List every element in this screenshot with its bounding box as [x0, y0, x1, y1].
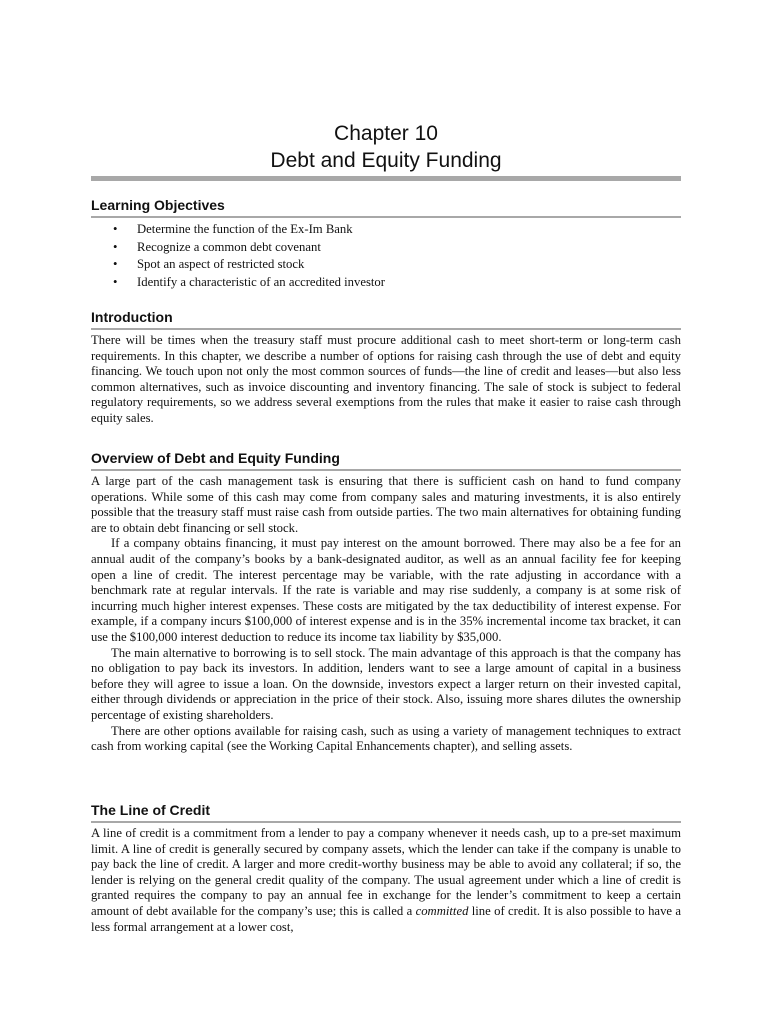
objective-text: Recognize a common debt covenant: [137, 239, 321, 254]
introduction-section: [91, 308, 681, 427]
paragraph: A large part of the cash management task is ensuring that there is sufficient cash on hand to fund company operations. While some of this cash may come from company sales and maturing investments, it is also entirely possible that the treasury staff must raise cash from outside parties. The two main alternatives for obtaining funding are to obtain debt financing or sell stock.: [91, 474, 681, 535]
overview-body: [91, 474, 681, 755]
objective-item: [113, 274, 681, 292]
objective-text: Determine the function of the Ex-Im Bank: [137, 222, 353, 236]
introduction-body: [91, 333, 681, 427]
paragraph: If a company obtains financing, it must pay interest on the amount borrowed. There may also be a fee for an annual audit of the company’s books by a bank-designated auditor, as well as an annual facility fee for keeping open a line of credit. The interest percentage may be variable, with the rate adjusting in accordance with a benchmark rate at regular intervals. If the rate is variable and may rise suddenly, a company is at some risk of incurring much higher interest expenses. These costs are mitigated by the tax deductibility of interest expense. For example, if a company incurs $100,000 of interest expense and is in the 35% incremental income tax bracket, it can use the $100,000 interest deduction to reduce its income tax liability by $35,000.: [91, 536, 681, 644]
learning-objectives-heading: Learning Objectives: [91, 196, 681, 218]
paragraph: The main alternative to borrowing is to sell stock. The main advantage of this approach is that the company has no obligation to pay back its investors. In addition, lenders want to see a large amount of capital in a business before they will agree to issue a loan. On the downside, investors expect a larger return on their invested capital, either through dividends or appreciation in the price of their stock. Also, issuing more shares dilutes the ownership percentage of existing shareholders.: [91, 645, 681, 722]
overview-heading: Overview of Debt and Equity Funding: [91, 449, 681, 471]
objective-item: [113, 221, 681, 239]
paragraph: There are other options available for raising cash, such as using a variety of management techniques to extract cash from working capital (see the Working Capital Enhancements chapter), and selling assets.: [91, 723, 681, 754]
objective-text: Spot an aspect of restricted stock: [137, 257, 305, 271]
objective-item: [113, 239, 681, 257]
paragraph-text: A line of credit is a commitment from a lender to pay a company whenever it needs cash, up to a pre-set maximum limit. A line of credit is generally secured by company assets, which the lender can take if the company is unable to pay back the line of credit. A larger and more credit-worthy business may be able to avoid any collateral; if so, the lender is relying on the general credit quality of the company. The usual agreement under which a line of credit is granted requires the company to pay an annual fee in exchange for the lender’s commitment to keep a certain amount of debt available for the company’s use; this is called a: [91, 826, 681, 918]
bullet-icon: •: [113, 274, 118, 289]
learning-objectives-section: [91, 196, 681, 291]
objective-text: Identify a characteristic of an accredited investor: [137, 274, 385, 289]
paragraph: [91, 826, 681, 935]
objective-item: [113, 256, 681, 274]
emphasized-term: committed: [415, 903, 469, 918]
title-divider: [91, 176, 681, 181]
overview-section: [91, 449, 681, 755]
bullet-icon: •: [113, 222, 118, 236]
bullet-icon: •: [113, 257, 118, 271]
introduction-heading: Introduction: [91, 308, 681, 330]
chapter-number: Chapter 10: [334, 122, 438, 145]
chapter-title: Debt and Equity Funding: [270, 149, 502, 172]
line-of-credit-section: [91, 801, 681, 935]
bullet-icon: •: [113, 239, 118, 254]
line-of-credit-heading: The Line of Credit: [91, 801, 681, 823]
paragraph-text: line of credit. It is also possible to have a less formal arrangement at a lower cost,: [91, 903, 681, 934]
line-of-credit-body: [91, 826, 681, 935]
objectives-list: [91, 221, 681, 291]
paragraph: There will be times when the treasury staff must procure additional cash to meet short-term or long-term cash requirements. In this chapter, we describe a number of options for raising cash through the use of debt and equity financing. We touch upon not only the most common sources of funds—the line of credit and leases—but also less common alternatives, such as invoice discounting and inventory financing. The sale of stock is subject to federal regulatory requirements, so we address several exemptions from the rules that make it easier to raise cash through equity sales.: [91, 333, 681, 425]
